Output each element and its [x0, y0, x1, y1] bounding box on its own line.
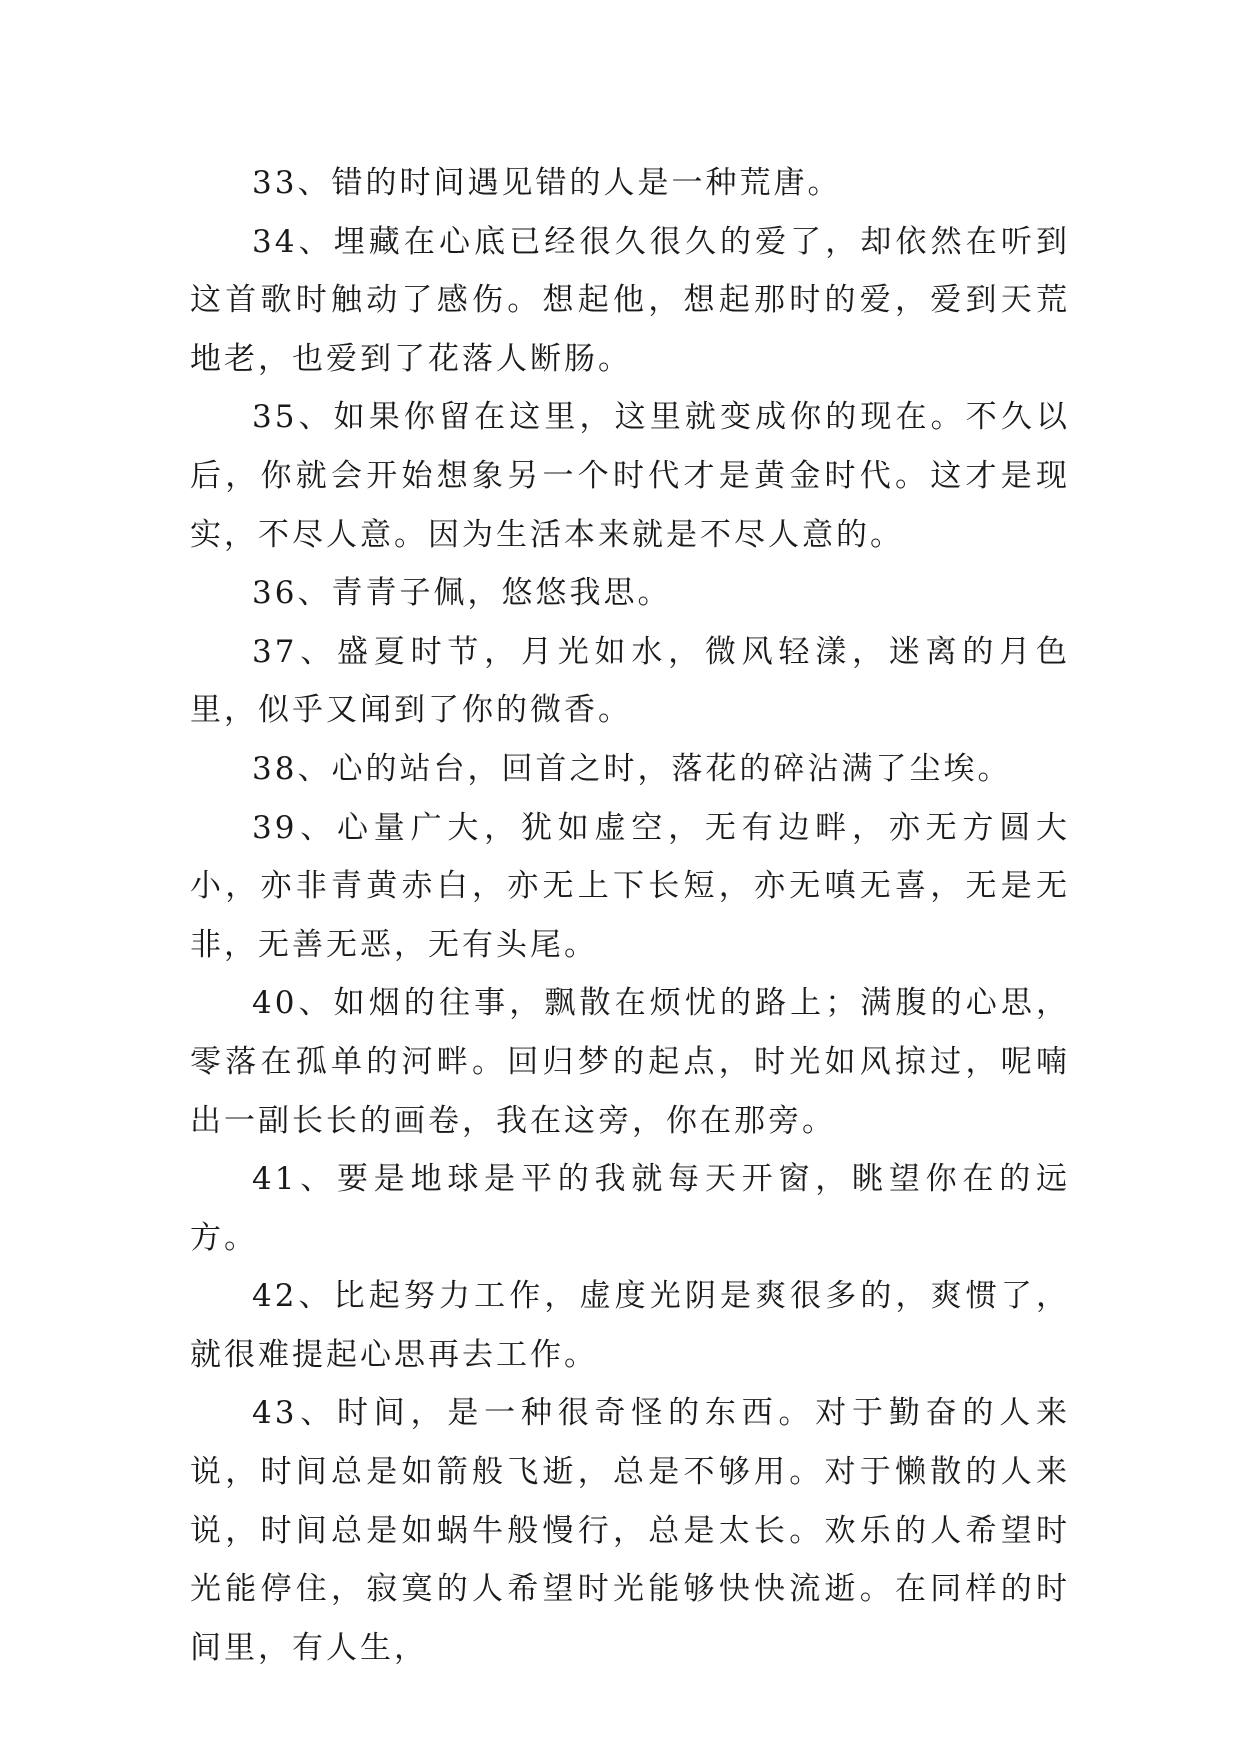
paragraph-37: 37、盛夏时节，月光如水，微风轻漾，迷离的月色里，似乎又闻到了你的微香。 — [190, 633, 1070, 729]
paragraph-39: 39、心量广大，犹如虚空，无有边畔，亦无方圆大小，亦非青黄赤白，亦无上下长短，亦无嗔无喜，无是无非，无善无恶，无有头尾。 — [190, 809, 1070, 963]
paragraph-40: 40、如烟的往事，飘散在烦忧的路上；满腹的心思，零落在孤单的河畔。回归梦的起点，时光如风掠过，呢喃出一副长长的画卷，我在这旁，你在那旁。 — [190, 985, 1070, 1139]
paragraph-34: 34、埋藏在心底已经很久很久的爱了，却依然在听到这首歌时触动了感伤。想起他，想起那时的爱，爱到天荒地老，也爱到了花落人断肠。 — [190, 223, 1070, 377]
paragraph-43: 43、时间，是一种很奇怪的东西。对于勤奋的人来说，时间总是如箭般飞逝，总是不够用。对于懒散的人来说，时间总是如蜗牛般慢行，总是太长。欢乐的人希望时光能停住，寂寞的人希望时光能够快快流逝。在同样的时间里，有人生， — [190, 1395, 1070, 1666]
paragraph-41: 41、要是地球是平的我就每天开窗，眺望你在的远方。 — [190, 1161, 1070, 1256]
paragraph-36: 36、青青子佩，悠悠我思。 — [252, 575, 672, 612]
paragraph-42: 42、比起努力工作，虚度光阴是爽很多的，爽惯了，就很难提起心思再去工作。 — [190, 1278, 1070, 1373]
paragraph-38: 38、心的站台，回首之时，落花的碎沾满了尘埃。 — [252, 750, 1012, 787]
paragraph-33: 33、错的时间遇见错的人是一种荒唐。 — [252, 165, 842, 201]
document-body — [190, 154, 1070, 1677]
paragraph-35: 35、如果你留在这里，这里就变成你的现在。不久以后，你就会开始想象另一个时代才是黄金时代。这才是现实，不尽人意。因为生活本来就是不尽人意的。 — [190, 399, 1070, 553]
